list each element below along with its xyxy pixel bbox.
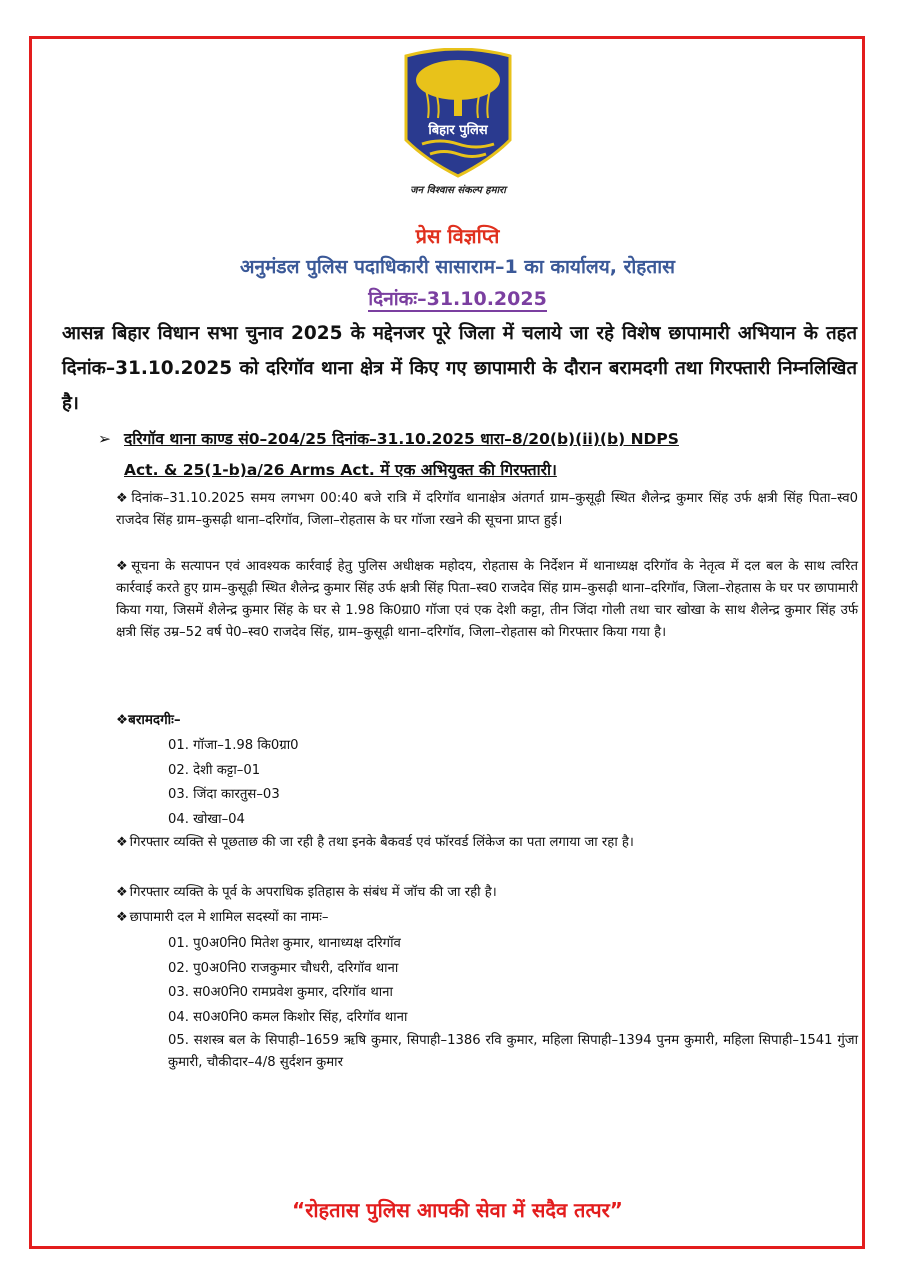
list-item: 01. पु0अ0नि0 मितेश कुमार, थानाध्यक्ष दरिगॉव bbox=[168, 936, 401, 951]
bullet-icon: ❖ bbox=[116, 559, 130, 574]
paragraph-text: सूचना के सत्यापन एवं आवश्यक कार्रवाई हेतु पुलिस अधीक्षक महोदय, रोहतास के निर्देशन में थानाध्यक्ष दरिगॉव के नेतृत्व में दल बल के साथ त्वरित कार्रवाई करते हुए ग्राम–कुसूढ़ी स्थित शैलेन्द्र कुमार सिंह उर्फ क्षत्री सिंह पिता–स्व0 राजदेव सिंह ग्राम–कुसढ़ी थाना–दरिगॉव, जिला–रोहतास के घर पर छापामारी किया गया, जिसमें शैलेन्द्र कुमार सिंह के घर से 1.98 कि0ग्रा0 गॉजा एवं एक देशी कट्टा, तीन जिंदा गोली तथा चार खोखा के साथ शैलेन्द्र कुमार सिंह उर्फ क्षत्री सिंह उम्र–52 वर्ष पे0–स्व0 राजदेव सिंह, ग्राम–कुसूढ़ी थाना–दरिगॉव, जिला–रोहतास को गिरफ्तार किया गया है। bbox=[116, 559, 858, 640]
recovery-heading bbox=[116, 710, 181, 728]
paragraph-raid bbox=[116, 556, 858, 644]
bullet-icon: ❖ bbox=[116, 835, 128, 850]
office-title: अनुमंडल पुलिस पदाधिकारी सासाराम–1 का कार्यालय, रोहतास bbox=[240, 256, 675, 278]
list-item: 01. गॉजा–1.98 कि0ग्रा0 bbox=[168, 738, 299, 753]
paragraph-text: गिरफ्तार व्यक्ति के पूर्व के अपराधिक इतिहास के संबंध में जॉच की जा रही है। bbox=[129, 885, 497, 900]
paragraph-text: छापामारी दल मे शामिल सदस्यों का नामः– bbox=[129, 910, 329, 925]
list-item: 02. देशी कट्टा–01 bbox=[168, 762, 261, 778]
intro-paragraph: आसन्न बिहार विधान सभा चुनाव 2025 के मद्देनजर पूरे जिला में चलाये जा रहे विशेष छापामारी अभियान के तहत दिनांक–31.10.2025 को दरिगॉव थाना क्षेत्र में किए गए छापामारी के दौरान बरामदगी तथा गिरफ्तारी निम्नलिखित है। bbox=[62, 323, 857, 414]
list-item: 02. पु0अ0नि0 राजकुमार चौधरी, दरिगॉव थाना bbox=[168, 960, 399, 976]
arrow-icon: ➢ bbox=[98, 430, 111, 448]
case-heading bbox=[100, 424, 860, 486]
paragraph-text: गिरफ्तार व्यक्ति से पूछताछ की जा रही है तथा इनके बैकवर्ड एवं फॉरवर्ड लिंकेज का पता लगाया जा रहा है। bbox=[129, 835, 634, 850]
list-item: 04. खोखा–04 bbox=[168, 811, 245, 827]
bullet-icon: ❖ bbox=[116, 885, 128, 900]
case-line-2: Act. & 25(1-b)a/26 Arms Act. में एक अभियुक्त की गिरफ्तारी। bbox=[124, 461, 557, 479]
bihar-police-logo bbox=[400, 48, 516, 178]
paragraph-text: दिनांक–31.10.2025 समय लगभग 00:40 बजे रात्रि में दरिगॉव थानाक्षेत्र अंतगर्त ग्राम–कुसूढ़ी स्थित शैलेन्द्र कुमार सिंह उर्फ क्षत्री सिंह पिता–स्व0 राजदेव सिंह ग्राम–कुसढ़ी थाना–दरिगॉव, जिला–रोहतास के घर गॉजा रखने की सूचना प्राप्त हुई। bbox=[116, 491, 859, 528]
list-item: 03. जिंदा कारतुस–03 bbox=[168, 787, 280, 802]
list-item: 03. स0अ0नि0 रामप्रवेश कुमार, दरिगॉव थाना bbox=[168, 985, 393, 1000]
footer-slogan: “रोहतास पुलिस आपकी सेवा में सदैव तत्पर” bbox=[292, 1198, 623, 1222]
recovery-list bbox=[168, 734, 858, 832]
paragraph-information bbox=[116, 488, 858, 532]
bullet-icon: ❖ bbox=[116, 491, 130, 506]
press-release-title: प्रेस विज्ञप्ति bbox=[415, 224, 500, 248]
bullet-icon: ❖ bbox=[116, 910, 128, 925]
list-item: 05. सशस्त्र बल के सिपाही–1659 ऋषि कुमार, सिपाही–1386 रवि कुमार, महिला सिपाही–1394 पुनम कुमारी, महिला सिपाही–1541 गुंजा कुमारी, चौकीदार–4/8 सुर्दशन कुमार bbox=[168, 1033, 858, 1070]
recovery-heading-text: बरामदगीः– bbox=[128, 712, 181, 728]
release-date bbox=[0, 285, 915, 311]
logo-text: बिहार पुलिस bbox=[428, 123, 488, 138]
team-list bbox=[168, 932, 858, 1074]
release-date-text: दिनांकः–31.10.2025 bbox=[368, 288, 547, 310]
bullet-icon: ❖ bbox=[116, 712, 129, 728]
paragraph-team-heading bbox=[116, 907, 858, 929]
case-line-1: दरिगॉव थाना काण्ड सं0–204/25 दिनांक–31.10.2025 धारा–8/20(b)(ii)(b) NDPS bbox=[124, 430, 679, 448]
list-item: 04. स0अ0नि0 कमल किशोर सिंह, दरिगॉव थाना bbox=[168, 1009, 408, 1025]
paragraph-history bbox=[116, 882, 858, 904]
paragraph-interrogation bbox=[116, 832, 858, 854]
motto: जन विश्वास संकल्प हमारा bbox=[410, 185, 506, 196]
